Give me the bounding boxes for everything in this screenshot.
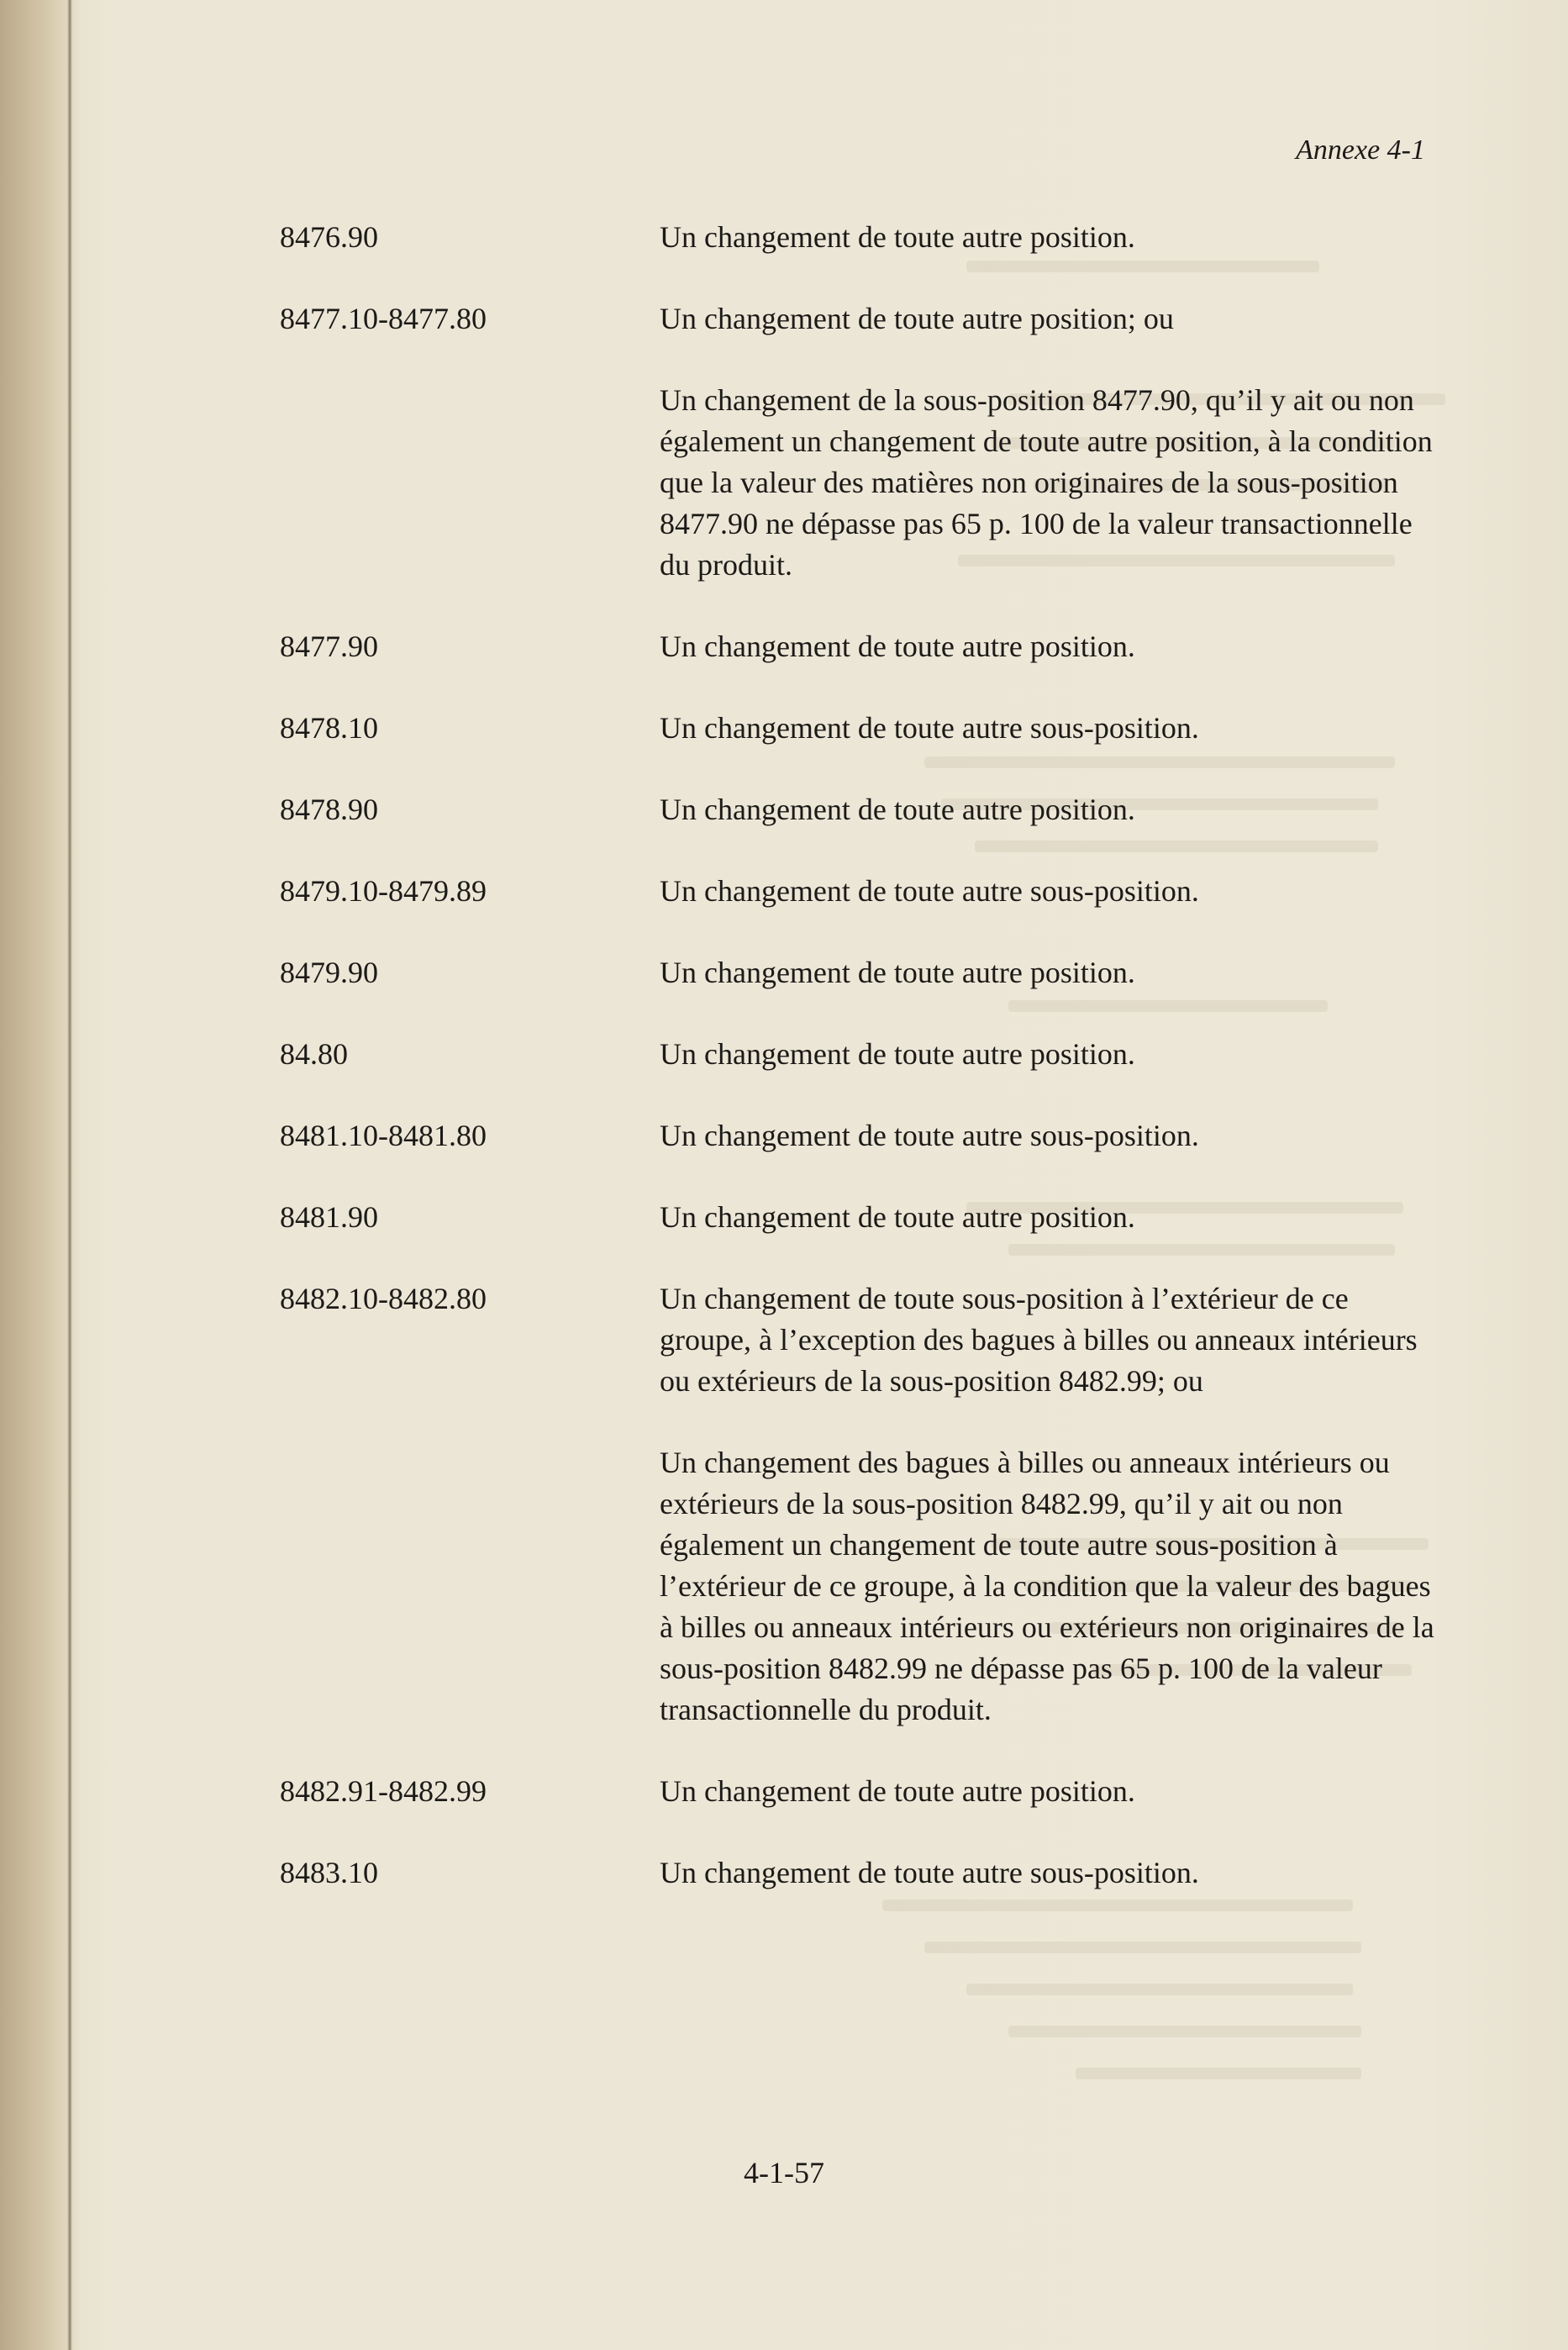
tariff-code: 8481.10-8481.80 bbox=[280, 1119, 487, 1152]
tariff-code: 8483.10 bbox=[280, 1856, 378, 1889]
rule-row bbox=[280, 1278, 1439, 1731]
rule-row bbox=[280, 298, 1439, 586]
rule-row bbox=[280, 708, 1439, 749]
rule-text bbox=[660, 1278, 1439, 1731]
rule-paragraph: Un changement de toute autre position. bbox=[660, 956, 1135, 989]
rule-text bbox=[660, 1771, 1439, 1812]
tariff-code: 84.80 bbox=[280, 1037, 348, 1071]
rule-text bbox=[660, 1034, 1439, 1075]
rule-text bbox=[660, 708, 1439, 749]
rule-paragraph: Un changement de la sous-position 8477.90, qu’il y ait ou non également un changement de toute autre position, à la condition que la valeur des matières non originaires de la sous-position 8477.90 ne dépasse pas 65 p. 100 de la valeur transactionnelle du produit. bbox=[660, 383, 1433, 582]
rule-paragraph: Un changement de toute autre position. bbox=[660, 1774, 1135, 1808]
rule-paragraph: Un changement de toute autre position. bbox=[660, 630, 1135, 663]
rule-paragraph: Un changement de toute autre position. bbox=[660, 1037, 1135, 1071]
tariff-code: 8479.10-8479.89 bbox=[280, 874, 487, 908]
rule-text bbox=[660, 871, 1439, 912]
tariff-code: 8477.90 bbox=[280, 630, 378, 663]
rule-paragraph: Un changement de toute autre sous-position. bbox=[660, 711, 1199, 745]
rule-paragraph: Un changement de toute autre sous-position. bbox=[660, 1119, 1199, 1152]
page-number: 4-1-57 bbox=[744, 2156, 824, 2189]
rules-of-origin-table bbox=[280, 217, 1439, 1934]
tariff-code: 8479.90 bbox=[280, 956, 378, 989]
tariff-code: 8478.90 bbox=[280, 793, 378, 826]
tariff-code: 8481.90 bbox=[280, 1200, 378, 1234]
rule-paragraph: Un changement de toute autre position; ou bbox=[660, 302, 1174, 335]
rule-paragraph: Un changement de toute autre sous-position. bbox=[660, 1856, 1199, 1889]
rule-text bbox=[660, 626, 1439, 667]
rule-row bbox=[280, 1115, 1439, 1157]
rule-row bbox=[280, 626, 1439, 667]
rule-row bbox=[280, 789, 1439, 830]
rule-text bbox=[660, 952, 1439, 993]
tariff-code: 8482.91-8482.99 bbox=[280, 1774, 487, 1808]
rule-paragraph: Un changement de toute autre position. bbox=[660, 220, 1135, 254]
rule-row bbox=[280, 952, 1439, 993]
rule-text bbox=[660, 1197, 1439, 1238]
rule-paragraph: Un changement de toute autre sous-position. bbox=[660, 874, 1199, 908]
rule-text bbox=[660, 789, 1439, 830]
running-head: Annexe 4-1 bbox=[1296, 134, 1425, 166]
rule-paragraph: Un changement des bagues à billes ou anneaux intérieurs ou extérieurs de la sous-position 8482.99, qu’il y ait ou non également un changement de toute autre sous-position à l’extérieur de ce groupe, à la condition que la valeur des bagues à billes ou anneaux intérieurs ou extérieurs non originaires de la sous-position 8482.99 ne dépasse pas 65 p. 100 de la valeur transactionnelle du produit. bbox=[660, 1446, 1434, 1726]
rule-row bbox=[280, 1197, 1439, 1238]
page-binding-shadow bbox=[67, 0, 72, 2350]
rule-row bbox=[280, 1034, 1439, 1075]
rule-text bbox=[660, 1852, 1439, 1894]
tariff-code: 8476.90 bbox=[280, 220, 378, 254]
tariff-code: 8482.10-8482.80 bbox=[280, 1282, 487, 1315]
rule-text bbox=[660, 1115, 1439, 1157]
tariff-code: 8478.10 bbox=[280, 711, 378, 745]
rule-paragraph: Un changement de toute sous-position à l’extérieur de ce groupe, à l’exception des bagues à billes ou anneaux intérieurs ou extérieurs de la sous-position 8482.99; ou bbox=[660, 1282, 1418, 1398]
rule-paragraph: Un changement de toute autre position. bbox=[660, 1200, 1135, 1234]
rule-text bbox=[660, 217, 1439, 258]
rule-row bbox=[280, 217, 1439, 258]
rule-row bbox=[280, 871, 1439, 912]
rule-paragraph: Un changement de toute autre position. bbox=[660, 793, 1135, 826]
tariff-code: 8477.10-8477.80 bbox=[280, 302, 487, 335]
rule-row bbox=[280, 1771, 1439, 1812]
rule-text bbox=[660, 298, 1439, 586]
rule-row bbox=[280, 1852, 1439, 1894]
